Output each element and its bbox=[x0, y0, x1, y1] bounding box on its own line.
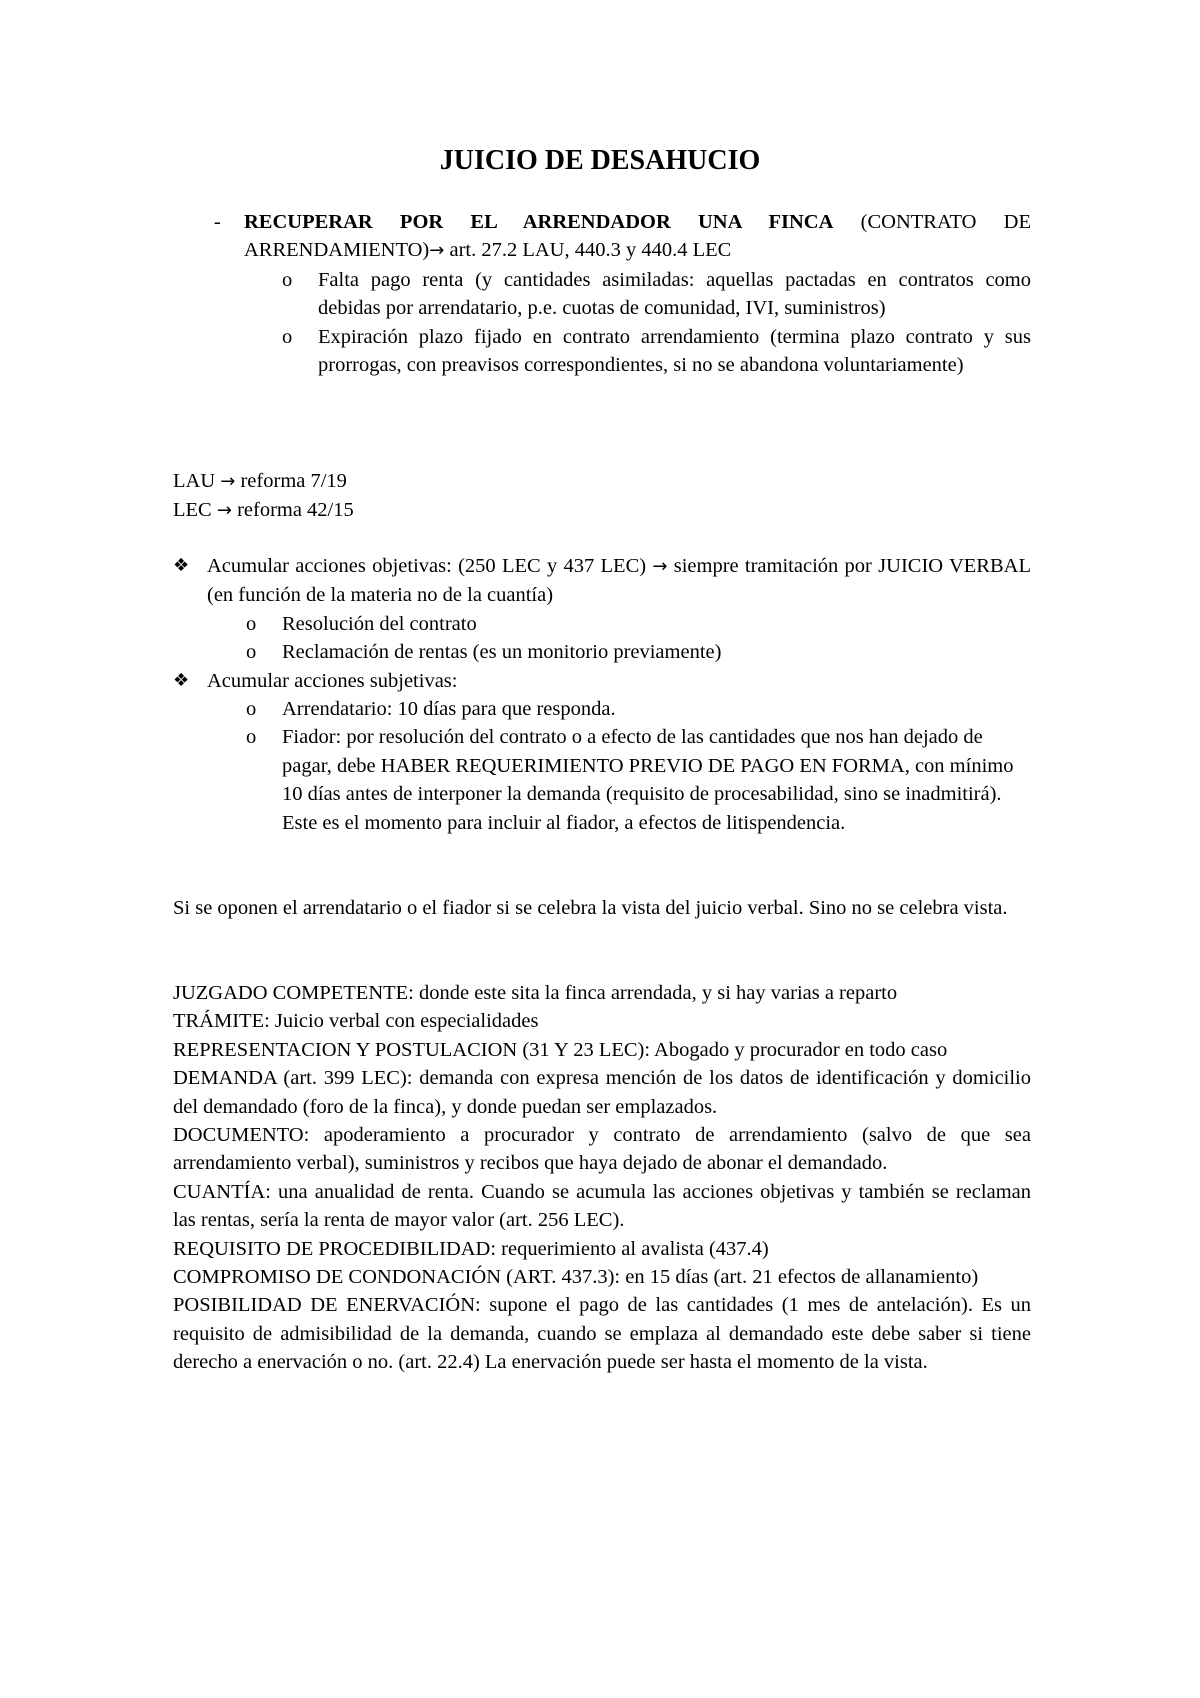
diamond-bullet-icon: ❖ bbox=[173, 669, 190, 691]
reform-text: reforma 7/19 bbox=[235, 470, 347, 492]
list-item-text: Fiador: por resolución del contrato o a efecto de las cantidades que nos han dejado de pagar, debe HABER REQUERIMIENTO PREVIO DE PAGO EN FORMA, con mínimo 10 días antes de interponer la demanda (requisito de procesabilidad, sino se inadmitirá). Este es el momento para incluir al fiador, a efectos de litispendencia. bbox=[282, 726, 1014, 834]
list-item-text: Resolución del contrato bbox=[282, 612, 477, 635]
definition-item: REQUISITO DE PROCEDIBILIDAD: requerimiento al avalista (437.4) bbox=[173, 1237, 769, 1260]
section1-rest: (CONTRATO DE ARRENDAMIENTO) bbox=[244, 211, 1031, 262]
circle-bullet-icon: o bbox=[246, 641, 257, 664]
arrow-icon: → bbox=[220, 471, 236, 492]
subjetivas-list bbox=[246, 695, 1031, 837]
section1-tail: art. 27.2 LAU, 440.3 y 440.4 LEC bbox=[444, 239, 732, 262]
list-item bbox=[246, 638, 1031, 666]
dash-bullet: - bbox=[214, 211, 221, 233]
reform-text: reforma 42/15 bbox=[231, 499, 354, 522]
definition-item: POSIBILIDAD DE ENERVACIÓN: supone el pago de las cantidades (1 mes de antelación). Es un requisito de admisibilidad de la demanda, cuando se emplaza al demandado este debe saber si tiene derecho a enervación o no. (art. 22.4) La enervación puede ser hasta el momento de la vista. bbox=[173, 1294, 1031, 1374]
definition-item: DOCUMENTO: apoderamiento a procurador y contrato de arrendamiento (salvo de que sea arrendamiento verbal), suministros y recibos que haya dejado de abonar el demandado. bbox=[173, 1124, 1031, 1175]
circle-bullet-icon: o bbox=[282, 325, 293, 348]
oposicion-paragraph: Si se oponen el arrendatario o el fiador si se celebra la vista del juicio verbal. Sino no se celebra vista. bbox=[173, 897, 1008, 919]
acumular-subjetivas bbox=[173, 667, 1031, 695]
list-item-text: Expiración plazo fijado en contrato arrendamiento (termina plazo contrato y sus prorrogas, con preavisos correspondientes, si no se abandona voluntariamente) bbox=[318, 325, 1031, 377]
definition-item: TRÁMITE: Juicio verbal con especialidades bbox=[173, 1010, 539, 1033]
section1-heading bbox=[244, 208, 1031, 266]
definition-item: DEMANDA (art. 399 LEC): demanda con expresa mención de los datos de identificación y domicilio del demandado (foro de la finca), y donde puedan ser emplazados. bbox=[173, 1067, 1031, 1118]
circle-bullet-icon: o bbox=[246, 726, 257, 749]
section1-list bbox=[282, 266, 1031, 380]
circle-bullet-icon: o bbox=[246, 612, 257, 635]
objetivas-text-a: Acumular acciones objetivas: (250 LEC y 437 LEC) bbox=[207, 555, 653, 577]
list-item-text: Arrendatario: 10 días para que responda. bbox=[282, 698, 616, 721]
list-item-text: Falta pago renta (y cantidades asimiladas: aquellas pactadas en contratos como debidas por arrendatario, p.e. cuotas de comunidad, IVI, suministros) bbox=[318, 269, 1031, 320]
reform-law: LAU bbox=[173, 470, 221, 492]
subjetivas-text: Acumular acciones subjetivas: bbox=[207, 669, 458, 692]
list-item bbox=[282, 323, 1031, 380]
acumular-section bbox=[173, 552, 1031, 837]
diamond-bullet-icon: ❖ bbox=[173, 555, 190, 576]
circle-bullet-icon: o bbox=[246, 698, 257, 721]
list-item bbox=[246, 695, 1031, 723]
reforms bbox=[173, 467, 1031, 526]
arrow-icon: → bbox=[216, 500, 232, 522]
reform-line bbox=[173, 496, 1031, 525]
circle-bullet-icon: o bbox=[282, 269, 293, 291]
section1-bold: RECUPERAR POR EL ARRENDADOR UNA FINCA bbox=[244, 211, 834, 233]
list-item bbox=[282, 266, 1031, 323]
definition-item: CUANTÍA: una anualidad de renta. Cuando se acumula las acciones objetivas y también se reclaman las rentas, sería la renta de mayor valor (art. 256 LEC). bbox=[173, 1180, 1031, 1232]
objetivas-list bbox=[246, 610, 1031, 667]
objetivas-text-b: siempre tramitación por JUICIO VERBAL (en función de la materia no de la cuantía) bbox=[207, 555, 1031, 607]
document-title: JUICIO DE DESAHUCIO bbox=[439, 145, 761, 176]
reform-law: LEC bbox=[173, 499, 217, 522]
list-item bbox=[246, 610, 1031, 638]
definition-item: REPRESENTACION Y POSTULACION (31 Y 23 LEC): Abogado y procurador en todo caso bbox=[173, 1038, 948, 1061]
reform-line bbox=[173, 467, 1031, 496]
definition-item: COMPROMISO DE CONDONACIÓN (ART. 437.3): en 15 días (art. 21 efectos de allanamiento) bbox=[173, 1266, 979, 1289]
list-item bbox=[246, 723, 1031, 837]
acumular-objetivas bbox=[173, 552, 1031, 610]
definitions-list bbox=[173, 979, 1031, 1377]
arrow-icon: → bbox=[652, 556, 668, 577]
definition-item: JUZGADO COMPETENTE: donde este sita la finca arrendada, y si hay varias a reparto bbox=[173, 982, 898, 1004]
list-item-text: Reclamación de rentas (es un monitorio previamente) bbox=[282, 641, 722, 664]
arrow-icon: → bbox=[429, 240, 445, 262]
